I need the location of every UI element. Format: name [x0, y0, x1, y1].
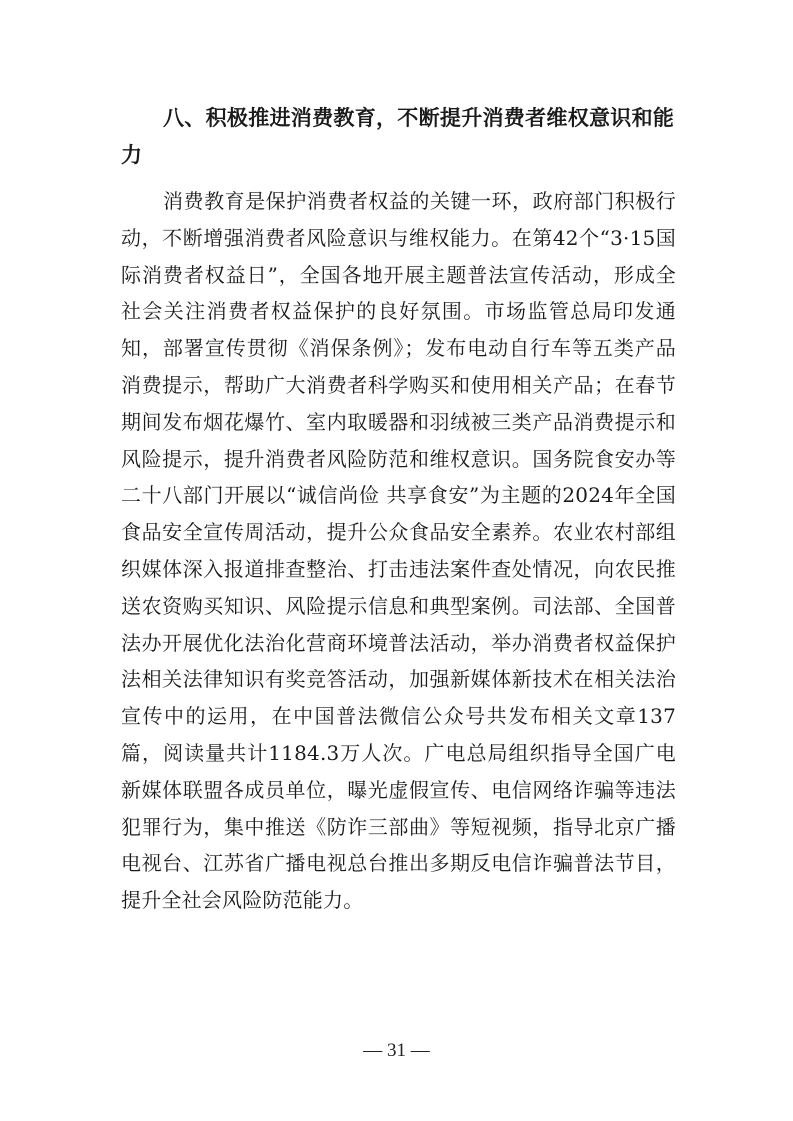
page-number: — 31 — — [363, 1040, 430, 1061]
section-heading: 八、积极推进消费教育，不断提升消费者维权意识和能力 — [121, 106, 675, 167]
body-paragraph: 消费教育是保护消费者权益的关键一环，政府部门积极行动，不断增强消费者风险意识与维权能力。在第42个“3·15国际消费者权益日”，全国各地开展主题普法宣传活动，形成全社会关注消费者权益保护的良好氛围。市场监管总局印发通知，部署宣传贯彻《消保条例》；发布电动自行车等五类产品消费提示，帮助广大消费者科学购买和使用相关产品；在春节期间发布烟花爆竹、室内取暖器和羽绒被三类产品消费提示和风险提示，提升消费者风险防范和维权意识。国务院食安办等二十八部门开展以“诚信尚俭 共享食安”为主题的2024年全国食品安全宣传周活动，提升公众食品安全素养。农业农村部组织媒体深入报道排查整治、打击违法案件查处情况，向农民推送农资购买知识、风险提示信息和典型案例。司法部、全国普法办开展优化法治化营商环境普法活动，举办消费者权益保护法相关法律知识有奖竞答活动，加强新媒体新技术在相关法治宣传中的运用，在中国普法微信公众号共发布相关文章137篇，阅读量共计1184.3万人次。广电总局组织指导全国广电新媒体联盟各成员单位，曝光虚假宣传、电信网络诈骗等违法犯罪行为，集中推送《防诈三部曲》等短视频，指导北京广播电视台、江苏省广播电视总台推出多期反电信诈骗普法节目，提升全社会风险防范能力。 — [121, 189, 676, 913]
